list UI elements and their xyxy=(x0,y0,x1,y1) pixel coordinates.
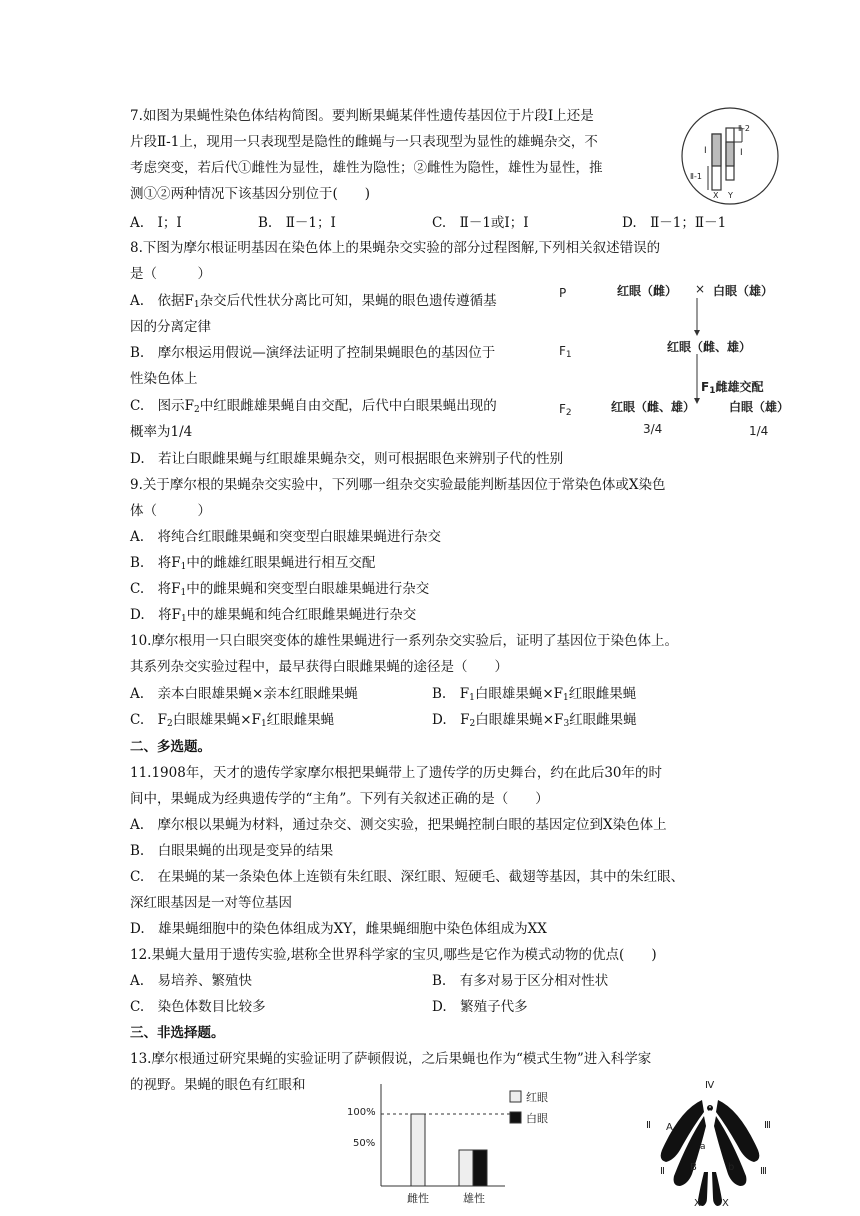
q8-c-text2: 中红眼雌雄果蝇自由交配，后代中白眼果蝇出现的 xyxy=(199,398,497,414)
label-a-big: A xyxy=(666,1122,673,1133)
fruitfly-chromosome-figure xyxy=(640,1080,780,1210)
q8-option-a-line1[interactable] xyxy=(130,291,497,311)
q7-option-c[interactable]: C. Ⅱ－1或Ⅰ；Ⅰ xyxy=(432,215,529,231)
q12-option-d[interactable]: D. 繁殖子代多 xyxy=(432,999,528,1015)
cross-diagram xyxy=(555,278,815,443)
q7-option-a[interactable]: A. Ⅰ；Ⅰ xyxy=(130,215,182,231)
q7-option-b[interactable]: B. Ⅱ－1；Ⅰ xyxy=(258,215,336,231)
q13-line2: 的视野。果蝇的眼色有红眼和 xyxy=(130,1077,306,1093)
label-iii-right2: Ⅲ xyxy=(760,1166,767,1177)
q7-option-d[interactable]: D. Ⅱ－1；Ⅱ－1 xyxy=(622,215,727,231)
eye-color-bar-chart xyxy=(345,1080,575,1205)
p-female: 红眼（雌） xyxy=(617,284,678,298)
q9-option-d[interactable]: D. 将$F_1$中的雄果蝇和纯合红眼雌果蝇进行杂交 xyxy=(130,607,417,624)
label-x1: X xyxy=(694,1198,701,1209)
q7-line1: 7.如图为果蝇性染色体结构简图。要判断果蝇某伴性遗传基因位于片段Ⅰ上还是 xyxy=(130,108,594,124)
label-i-left: Ⅰ xyxy=(704,146,707,156)
legend-red-swatch xyxy=(510,1091,521,1102)
label-iii-right: Ⅲ xyxy=(764,1120,771,1131)
label-a-small: a xyxy=(700,1142,706,1152)
label-ii-left2: Ⅱ xyxy=(660,1166,665,1177)
q8-option-d[interactable]: D. 若让白眼雌果蝇与红眼雄果蝇杂交，则可根据眼色来辨别子代的性别 xyxy=(130,451,564,467)
q11-line1: 11.1908年，天才的遗传学家摩尔根把果蝇带上了遗传学的历史舞台，约在此后30年的时 xyxy=(130,765,663,781)
q10-option-a[interactable]: A. 亲本白眼雄果蝇×亲本红眼雌果蝇 xyxy=(130,686,358,702)
q11-option-b[interactable]: B. 白眼果蝇的出现是变异的结果 xyxy=(130,843,334,859)
q12-option-b[interactable]: B. 有多对易于区分相对性状 xyxy=(432,973,609,989)
q8-line1: 8.下图为摩尔根证明基因在染色体上的果蝇杂交实验的部分过程图解,下列相关叙述错误的 xyxy=(130,240,661,256)
f1-mating: $F_1$雌雄交配 xyxy=(701,380,764,396)
q8-a-text1: A. 依据F xyxy=(130,293,194,309)
q9-option-c[interactable]: C. 将$F_1$中的雌果蝇和突变型白眼雄果蝇进行杂交 xyxy=(130,581,430,598)
q7-line4: 测①②两种情况下该基因分别位于( ) xyxy=(130,186,371,202)
f1-phenotype: 红眼（雌、雄） xyxy=(667,340,752,354)
label-iv: Ⅳ xyxy=(705,1080,715,1091)
label-y: Y xyxy=(728,191,733,200)
q10-option-d[interactable]: D. $F_2$白眼雄果蝇$\times F_3$红眼雌果蝇 xyxy=(432,712,637,729)
q11-line2: 间中，果蝇成为经典遗传学的“主角”。下列有关叙述正确的是（ ） xyxy=(130,791,549,807)
label-x: X xyxy=(713,191,719,200)
q9-line1: 9.关于摩尔根的果蝇杂交实验中，下列哪一组杂交实验最能判断基因位于常染色体或X染色 xyxy=(130,477,666,493)
q9-line2: 体（ ） xyxy=(130,503,211,519)
q8-a-text2: 杂交后代性状分离比可知，果蝇的眼色遗传遵循基 xyxy=(199,293,497,309)
q8-option-b-line2: 性染色体上 xyxy=(130,371,198,387)
q13-line1: 13.摩尔根通过研究果蝇的实验证明了萨顿假说，之后果蝇也作为“模式生物”进入科学家 xyxy=(130,1051,652,1067)
q12-option-a[interactable]: A. 易培养、繁殖快 xyxy=(130,973,253,989)
label-i-right: Ⅰ xyxy=(740,148,743,158)
q7-line3: 考虑突变，若后代①雌性为显性，雄性为隐性；②雌性为隐性，雄性为显性，推 xyxy=(130,160,603,176)
q12-line1: 12.果蝇大量用于遗传实验,堪称全世界科学家的宝贝,哪些是它作为模式动物的优点( ) xyxy=(130,947,657,963)
sub-1: 1 xyxy=(193,300,200,310)
q7-line2: 片段Ⅱ-1上，现用一只表现型是隐性的雌蝇与一只表现型为显性的雄蝇杂交，不 xyxy=(130,134,598,150)
label-ii1: Ⅱ-1 xyxy=(690,172,702,181)
ratio-white: 1/4 xyxy=(749,424,769,438)
q10-line1: 10.摩尔根用一只白眼突变体的雄性果蝇进行一系列杂交实验后，证明了基因位于染色体上。 xyxy=(130,633,678,649)
f2-red: 红眼（雌、雄） xyxy=(611,400,696,414)
label-b-big: B xyxy=(690,1162,697,1173)
bar-1-1 xyxy=(473,1150,487,1186)
q10-option-b[interactable]: B. $F_1$白眼雄果蝇$\times F_1$红眼雌果蝇 xyxy=(432,686,637,703)
q12-option-c[interactable]: C. 染色体数目比较多 xyxy=(130,999,266,1015)
q8-line2: 是（ ） xyxy=(130,266,211,282)
gen-p: P xyxy=(559,286,567,300)
f2-white: 白眼（雄） xyxy=(729,400,790,414)
gen-f2: $F_2$ xyxy=(559,402,572,418)
q11-option-a[interactable]: A. 摩尔根以果蝇为材料，通过杂交、测交实验，把果蝇控制白眼的基因定位到X染色体上 xyxy=(130,817,667,833)
label-x2: X xyxy=(722,1198,729,1209)
label-ii-left: Ⅱ xyxy=(646,1120,651,1131)
q10-line2: 其系列杂交实验过程中，最早获得白眼雌果蝇的途径是（ ） xyxy=(130,659,508,675)
q10-option-c[interactable]: C. $F_2$白眼雄果蝇$\times F_1$红眼雌果蝇 xyxy=(130,712,335,729)
category-female: 雌性 xyxy=(407,1192,429,1205)
section-multiple-choice: 二、多选题。 xyxy=(130,739,211,755)
p-male: 白眼（雄） xyxy=(713,284,774,298)
label-b-small: b xyxy=(728,1162,735,1173)
q8-option-b-line1[interactable]: B. 摩尔根运用假说—演绎法证明了控制果蝇眼色的基因位于 xyxy=(130,345,496,361)
q9-option-a[interactable]: A. 将纯合红眼雌果蝇和突变型白眼雄果蝇进行杂交 xyxy=(130,529,442,545)
sub-2: 2 xyxy=(194,405,200,415)
q11-option-c-line1[interactable]: C. 在果蝇的某一条染色体上连锁有朱红眼、深红眼、短硬毛、截翅等基因，其中的朱红眼、 xyxy=(130,869,685,885)
legend-white-swatch xyxy=(510,1112,521,1123)
category-male: 雄性 xyxy=(463,1192,485,1205)
gen-f1: $F_1$ xyxy=(559,344,572,360)
cross-symbol: × xyxy=(695,282,706,296)
legend-red-label: 红眼 xyxy=(526,1091,548,1104)
bar-1-0 xyxy=(459,1150,473,1186)
label-ii2: Ⅱ-2 xyxy=(738,124,750,133)
bar-0-0 xyxy=(411,1114,425,1186)
ytick-100: 100% xyxy=(347,1107,376,1118)
q9-option-b[interactable]: B. 将$F_1$中的雌雄红眼果蝇进行相互交配 xyxy=(130,555,376,572)
ratio-red: 3/4 xyxy=(643,422,663,436)
sex-chromosome-figure xyxy=(680,106,780,206)
legend-white-label: 白眼 xyxy=(526,1112,548,1125)
q8-option-c-line2: 概率为1/4 xyxy=(130,424,193,440)
section-non-choice: 三、非选择题。 xyxy=(130,1025,225,1041)
q8-option-c-line1[interactable] xyxy=(130,396,497,416)
ytick-50: 50% xyxy=(353,1138,376,1149)
q8-option-a-line2: 因的分离定律 xyxy=(130,319,211,335)
q11-option-c-line2: 深红眼基因是一对等位基因 xyxy=(130,895,292,911)
q11-option-d[interactable]: D. 雄果蝇细胞中的染色体组成为XY，雌果蝇细胞中染色体组成为XX xyxy=(130,921,547,937)
q8-c-text1: C. 图示F xyxy=(130,398,195,414)
